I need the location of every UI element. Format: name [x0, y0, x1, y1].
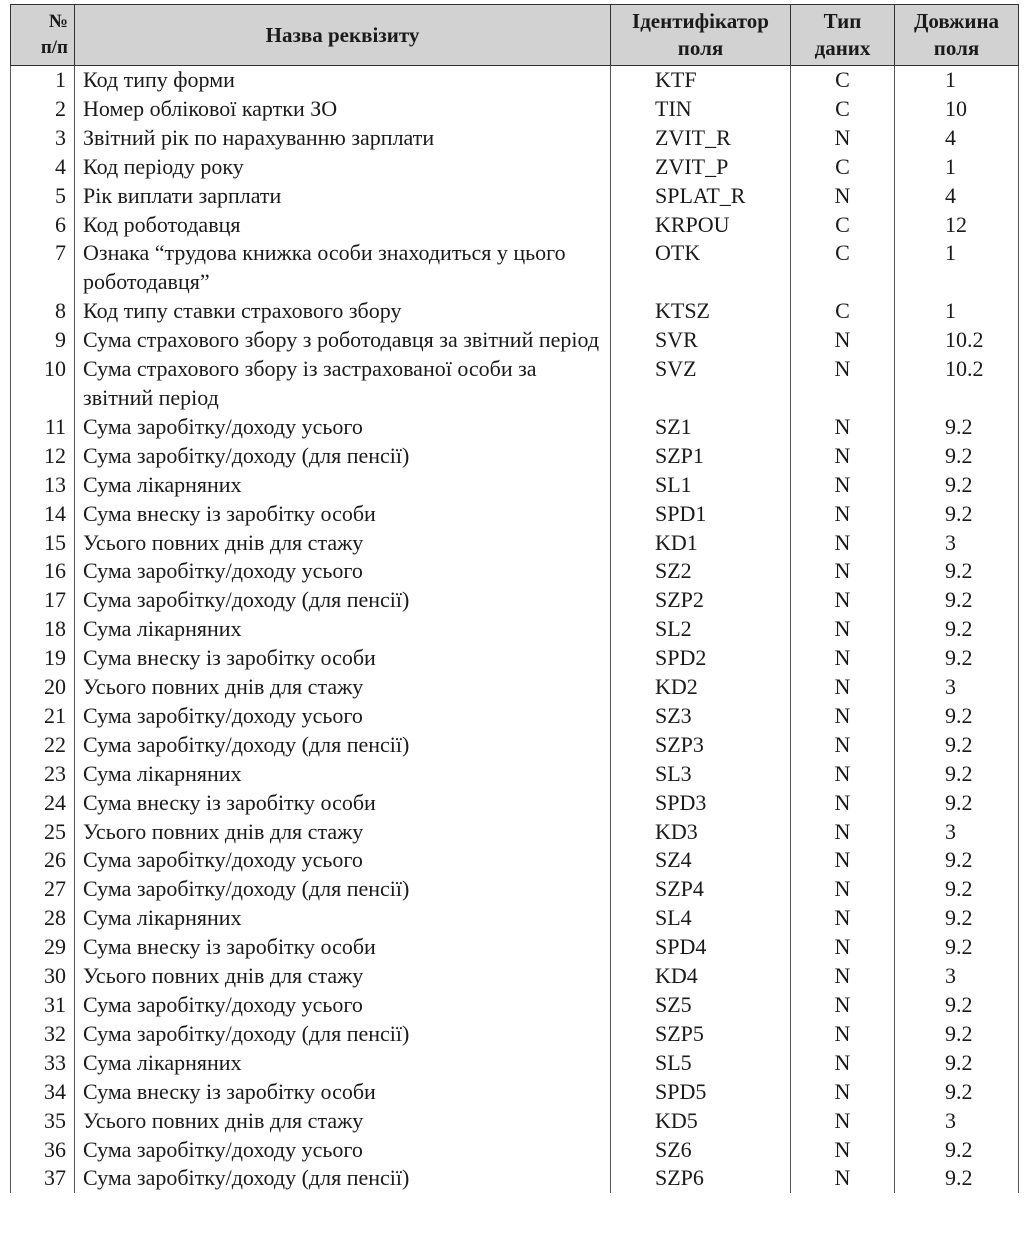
field-name: Сума заробітку/доходу (для пенсії)	[75, 442, 611, 471]
data-type: N	[791, 326, 895, 355]
field-name: Ознака “трудова книжка особи знаходиться у цього роботодавця”	[75, 239, 611, 297]
field-identifier: SZ1	[611, 413, 791, 442]
table-row	[11, 644, 1019, 673]
field-name: Рік виплати зарплати	[75, 182, 611, 211]
row-number: 34	[11, 1078, 75, 1107]
table-row	[11, 413, 1019, 442]
data-type: N	[791, 355, 895, 413]
field-identifier: SL2	[611, 615, 791, 644]
data-type: N	[791, 1078, 895, 1107]
field-name: Сума внеску із заробітку особи	[75, 644, 611, 673]
table-row	[11, 355, 1019, 413]
field-identifier: SVR	[611, 326, 791, 355]
table-row	[11, 962, 1019, 991]
field-identifier: TIN	[611, 95, 791, 124]
field-length: 9.2	[895, 904, 1019, 933]
field-length: 9.2	[895, 1049, 1019, 1078]
data-type: N	[791, 962, 895, 991]
row-number: 21	[11, 702, 75, 731]
field-identifier: SPD5	[611, 1078, 791, 1107]
data-type: N	[791, 644, 895, 673]
row-number: 3	[11, 124, 75, 153]
table-row	[11, 471, 1019, 500]
field-identifier: SZ4	[611, 846, 791, 875]
header-field-id: Ідентифікатор поля	[611, 5, 791, 66]
field-name: Сума лікарняних	[75, 1049, 611, 1078]
data-type: N	[791, 557, 895, 586]
field-name: Сума заробітку/доходу (для пенсії)	[75, 875, 611, 904]
field-length: 9.2	[895, 442, 1019, 471]
data-type: N	[791, 904, 895, 933]
data-type: N	[791, 702, 895, 731]
field-identifier: SZP4	[611, 875, 791, 904]
header-data-type: Тип даних	[791, 5, 895, 66]
field-identifier: SL3	[611, 760, 791, 789]
row-number: 27	[11, 875, 75, 904]
data-type: N	[791, 789, 895, 818]
field-identifier: KD5	[611, 1107, 791, 1136]
table-row	[11, 529, 1019, 558]
table-row	[11, 904, 1019, 933]
field-identifier: SZ6	[611, 1136, 791, 1165]
row-number: 18	[11, 615, 75, 644]
table-row	[11, 875, 1019, 904]
row-number: 28	[11, 904, 75, 933]
data-type: N	[791, 933, 895, 962]
field-name: Сума внеску із заробітку особи	[75, 933, 611, 962]
table-row	[11, 991, 1019, 1020]
row-number: 12	[11, 442, 75, 471]
table-row	[11, 1020, 1019, 1049]
field-name: Сума заробітку/доходу усього	[75, 991, 611, 1020]
row-number: 17	[11, 586, 75, 615]
field-length: 9.2	[895, 789, 1019, 818]
data-type: N	[791, 1020, 895, 1049]
field-name: Код типу форми	[75, 66, 611, 95]
table-row	[11, 789, 1019, 818]
data-type: N	[791, 182, 895, 211]
field-length: 9.2	[895, 1020, 1019, 1049]
data-type: N	[791, 124, 895, 153]
data-type: N	[791, 673, 895, 702]
field-length: 3	[895, 962, 1019, 991]
field-name: Сума заробітку/доходу усього	[75, 1136, 611, 1165]
field-name: Сума лікарняних	[75, 471, 611, 500]
data-type: C	[791, 239, 895, 297]
data-type: N	[791, 413, 895, 442]
row-number: 19	[11, 644, 75, 673]
row-number: 32	[11, 1020, 75, 1049]
field-name: Усього повних днів для стажу	[75, 962, 611, 991]
field-identifier: SL4	[611, 904, 791, 933]
field-length: 3	[895, 673, 1019, 702]
field-identifier: SZ5	[611, 991, 791, 1020]
field-name: Усього повних днів для стажу	[75, 529, 611, 558]
field-length: 3	[895, 818, 1019, 847]
data-type: C	[791, 66, 895, 95]
field-identifier: KTF	[611, 66, 791, 95]
field-identifier: SPD3	[611, 789, 791, 818]
row-number: 36	[11, 1136, 75, 1165]
table-row	[11, 153, 1019, 182]
field-identifier: SPD4	[611, 933, 791, 962]
field-length: 9.2	[895, 615, 1019, 644]
data-type: N	[791, 846, 895, 875]
field-length: 1	[895, 153, 1019, 182]
header-field-name: Назва реквізиту	[75, 5, 611, 66]
field-name: Сума внеску із заробітку особи	[75, 789, 611, 818]
field-name: Код роботодавця	[75, 211, 611, 240]
field-name: Сума страхового збору з роботодавця за звітний період	[75, 326, 611, 355]
field-identifier: KD1	[611, 529, 791, 558]
field-name: Сума заробітку/доходу усього	[75, 702, 611, 731]
field-identifier: SL5	[611, 1049, 791, 1078]
table-row	[11, 846, 1019, 875]
data-type: C	[791, 297, 895, 326]
table-row	[11, 326, 1019, 355]
row-number: 23	[11, 760, 75, 789]
table-row	[11, 124, 1019, 153]
field-identifier: SZP6	[611, 1164, 791, 1193]
field-identifier: SZ3	[611, 702, 791, 731]
table-row	[11, 500, 1019, 529]
row-number: 35	[11, 1107, 75, 1136]
row-number: 9	[11, 326, 75, 355]
field-identifier: ZVIT_P	[611, 153, 791, 182]
field-name: Сума заробітку/доходу (для пенсії)	[75, 731, 611, 760]
data-type: N	[791, 731, 895, 760]
field-identifier: KD4	[611, 962, 791, 991]
header-number: № п/п	[11, 5, 75, 66]
field-identifier: SZP2	[611, 586, 791, 615]
field-identifier: SZ2	[611, 557, 791, 586]
row-number: 1	[11, 66, 75, 95]
header-field-length: Довжина поля	[895, 5, 1019, 66]
row-number: 24	[11, 789, 75, 818]
field-length: 10.2	[895, 326, 1019, 355]
field-length: 12	[895, 211, 1019, 240]
field-length: 9.2	[895, 760, 1019, 789]
field-length: 10	[895, 95, 1019, 124]
field-identifier: KTSZ	[611, 297, 791, 326]
row-number: 26	[11, 846, 75, 875]
field-length: 9.2	[895, 586, 1019, 615]
field-length: 4	[895, 182, 1019, 211]
field-name: Усього повних днів для стажу	[75, 818, 611, 847]
table-row	[11, 760, 1019, 789]
data-type: N	[791, 1049, 895, 1078]
table-row	[11, 297, 1019, 326]
row-number: 33	[11, 1049, 75, 1078]
table-row	[11, 1164, 1019, 1193]
row-number: 22	[11, 731, 75, 760]
field-length: 9.2	[895, 413, 1019, 442]
data-type: N	[791, 818, 895, 847]
data-type: C	[791, 153, 895, 182]
field-name: Сума заробітку/доходу усього	[75, 557, 611, 586]
table-row	[11, 1136, 1019, 1165]
row-number: 30	[11, 962, 75, 991]
data-type: N	[791, 586, 895, 615]
field-length: 9.2	[895, 1136, 1019, 1165]
field-length: 3	[895, 1107, 1019, 1136]
table-row	[11, 1078, 1019, 1107]
data-type: N	[791, 500, 895, 529]
field-length: 9.2	[895, 1078, 1019, 1107]
row-number: 13	[11, 471, 75, 500]
field-identifier: KD2	[611, 673, 791, 702]
field-length: 9.2	[895, 731, 1019, 760]
field-name: Усього повних днів для стажу	[75, 1107, 611, 1136]
table-row	[11, 1107, 1019, 1136]
row-number: 11	[11, 413, 75, 442]
table-row	[11, 557, 1019, 586]
field-length: 9.2	[895, 557, 1019, 586]
row-number: 25	[11, 818, 75, 847]
field-length: 9.2	[895, 644, 1019, 673]
field-name: Номер облікової картки ЗО	[75, 95, 611, 124]
row-number: 29	[11, 933, 75, 962]
row-number: 6	[11, 211, 75, 240]
table-row	[11, 95, 1019, 124]
field-identifier: SL1	[611, 471, 791, 500]
field-length: 4	[895, 124, 1019, 153]
table-body	[11, 66, 1019, 1194]
field-name: Сума заробітку/доходу (для пенсії)	[75, 586, 611, 615]
row-number: 8	[11, 297, 75, 326]
field-name: Сума заробітку/доходу усього	[75, 413, 611, 442]
field-name: Сума лікарняних	[75, 760, 611, 789]
table-header	[11, 5, 1019, 66]
data-type: N	[791, 471, 895, 500]
field-name: Сума заробітку/доходу (для пенсії)	[75, 1020, 611, 1049]
row-number: 15	[11, 529, 75, 558]
data-type: N	[791, 1164, 895, 1193]
table-row	[11, 933, 1019, 962]
field-identifier: SVZ	[611, 355, 791, 413]
field-name: Сума лікарняних	[75, 615, 611, 644]
data-type: N	[791, 1136, 895, 1165]
table-row	[11, 442, 1019, 471]
field-name: Звітний рік по нарахуванню зарплати	[75, 124, 611, 153]
table-row	[11, 702, 1019, 731]
field-length: 1	[895, 297, 1019, 326]
field-name: Сума заробітку/доходу (для пенсії)	[75, 1164, 611, 1193]
data-type: N	[791, 1107, 895, 1136]
field-identifier: SPD1	[611, 500, 791, 529]
data-type: N	[791, 615, 895, 644]
field-length: 9.2	[895, 846, 1019, 875]
table-row	[11, 586, 1019, 615]
table-row	[11, 211, 1019, 240]
field-length: 9.2	[895, 471, 1019, 500]
table-row	[11, 239, 1019, 297]
table-row	[11, 673, 1019, 702]
field-length: 9.2	[895, 1164, 1019, 1193]
field-name: Сума внеску із заробітку особи	[75, 500, 611, 529]
data-type: N	[791, 991, 895, 1020]
row-number: 16	[11, 557, 75, 586]
field-name: Сума заробітку/доходу усього	[75, 846, 611, 875]
field-length: 3	[895, 529, 1019, 558]
table-row	[11, 66, 1019, 95]
field-name: Сума страхового збору із застрахованої особи за звітний період	[75, 355, 611, 413]
table-row	[11, 615, 1019, 644]
row-number: 31	[11, 991, 75, 1020]
table-row	[11, 1049, 1019, 1078]
field-length: 9.2	[895, 500, 1019, 529]
field-length: 9.2	[895, 991, 1019, 1020]
field-name: Сума внеску із заробітку особи	[75, 1078, 611, 1107]
data-type: N	[791, 442, 895, 471]
field-length: 9.2	[895, 702, 1019, 731]
row-number: 5	[11, 182, 75, 211]
data-type: N	[791, 875, 895, 904]
row-number: 2	[11, 95, 75, 124]
row-number: 10	[11, 355, 75, 413]
field-name: Код періоду року	[75, 153, 611, 182]
data-type: N	[791, 760, 895, 789]
field-length: 9.2	[895, 933, 1019, 962]
row-number: 14	[11, 500, 75, 529]
row-number: 37	[11, 1164, 75, 1193]
row-number: 4	[11, 153, 75, 182]
field-name: Усього повних днів для стажу	[75, 673, 611, 702]
row-number: 7	[11, 239, 75, 297]
row-number: 20	[11, 673, 75, 702]
field-length: 1	[895, 239, 1019, 297]
field-identifier: SZP3	[611, 731, 791, 760]
data-type: N	[791, 529, 895, 558]
table-row	[11, 182, 1019, 211]
field-length: 10.2	[895, 355, 1019, 413]
field-length: 1	[895, 66, 1019, 95]
field-length: 9.2	[895, 875, 1019, 904]
data-type: C	[791, 211, 895, 240]
field-identifier: SPD2	[611, 644, 791, 673]
field-identifier: OTK	[611, 239, 791, 297]
field-name: Сума лікарняних	[75, 904, 611, 933]
field-identifier: ZVIT_R	[611, 124, 791, 153]
table-row	[11, 731, 1019, 760]
field-identifier: SZP5	[611, 1020, 791, 1049]
field-identifier: KRPOU	[611, 211, 791, 240]
table-row	[11, 818, 1019, 847]
field-identifier: SPLAT_R	[611, 182, 791, 211]
field-name: Код типу ставки страхового збору	[75, 297, 611, 326]
fields-table	[10, 4, 1019, 1193]
field-identifier: KD3	[611, 818, 791, 847]
field-identifier: SZP1	[611, 442, 791, 471]
document-page	[10, 4, 1018, 1193]
data-type: C	[791, 95, 895, 124]
